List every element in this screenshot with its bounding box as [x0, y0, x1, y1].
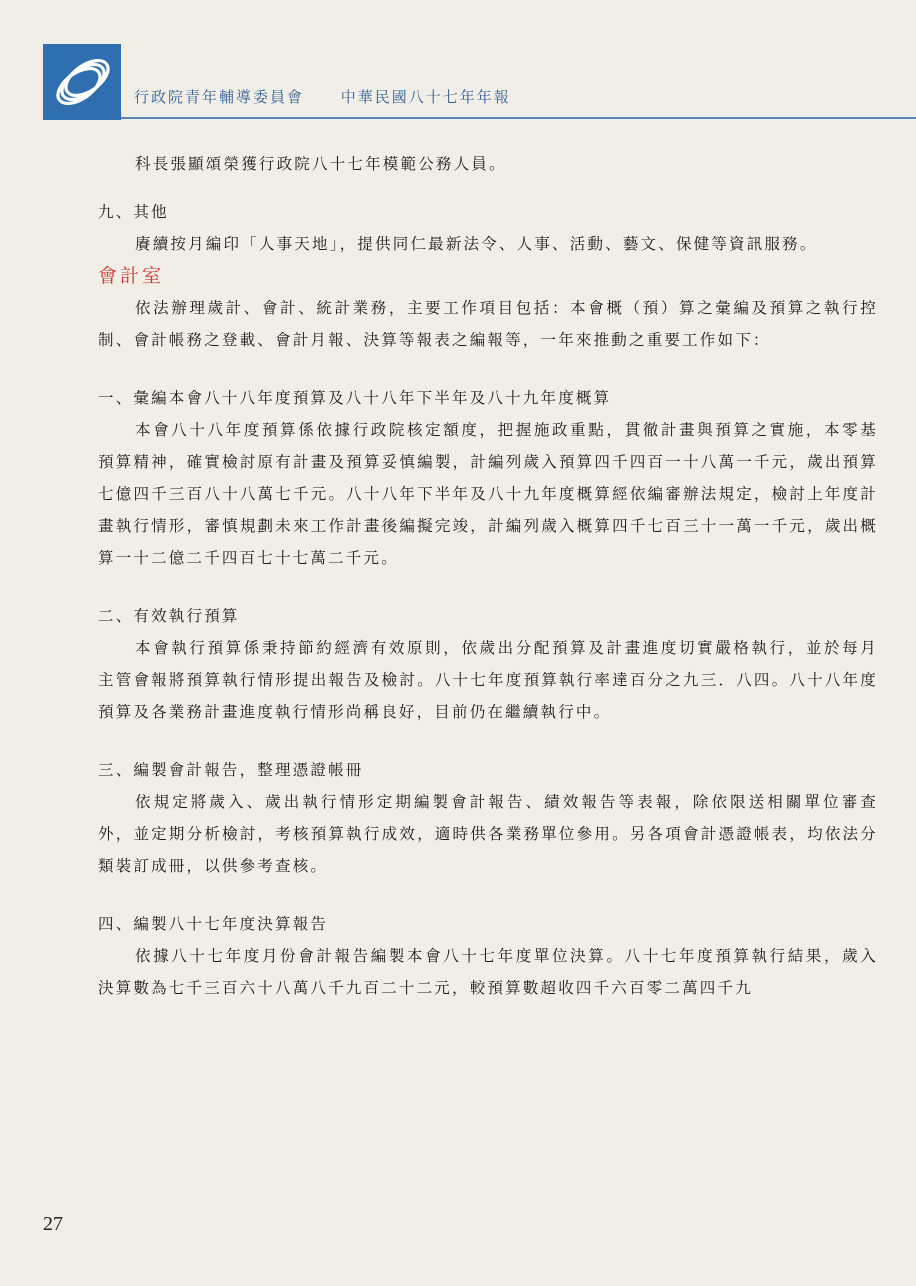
item-text: 本會執行預算係秉持節約經濟有效原則，依歲出分配預算及計畫進度切實嚴格執行，並於每月主管會報將預算執行情形提出報告及檢討。八十七年度預算執行率達百分之九三．八四。八十八年度預算及各業務計畫進度執行情形尚稱良好，目前仍在繼續執行中。 — [98, 639, 878, 721]
logo — [43, 44, 121, 120]
item-heading: 三、編製會計報告，整理憑證帳冊 — [98, 761, 364, 779]
item-text: 依據八十七年度月份會計報告編製本會八十七年度單位決算。八十七年度預算執行結果，歲入決算數為七千三百六十八萬八千九百二十二元，較預算數超收四千六百零二萬四千九 — [98, 947, 878, 997]
header-report: 中華民國八十七年年報 — [340, 88, 511, 106]
rings-logo-icon — [43, 44, 121, 120]
item-text: 本會八十八年度預算係依據行政院核定額度，把握施政重點，貫徹計畫與預算之實施，本零基預算精神，確實檢討原有計畫及預算妥慎編製，計編列歲入預算四千四百一十八萬一千元，歲出預算七億四千三百八十八萬七千元。八十八年下半年及八十九年度概算經依編審辦法規定，檢討上年度計畫執行情形，審慎規劃未來工作計畫後編擬完竣，計編列歲入概算四千七百三十一萬一千元，歲出概算一十二億二千四百七十七萬二千元。 — [98, 421, 878, 567]
running-header — [134, 86, 541, 107]
header-org: 行政院青年輔導委員會 — [134, 88, 305, 106]
section-intro: 依法辦理歲計、會計、統計業務，主要工作項目包括：本會概（預）算之彙編及預算之執行控制、會計帳務之登載、會計月報、決算等報表之編報等，一年來推動之重要工作如下： — [98, 299, 878, 349]
other-heading: 九、其他 — [98, 203, 169, 221]
item-heading: 四、編製八十七年度決算報告 — [98, 915, 329, 933]
header-rule — [121, 117, 916, 119]
item-heading: 二、有效執行預算 — [98, 607, 240, 625]
page-content — [98, 148, 878, 1004]
section-title: 會計室 — [98, 265, 165, 287]
page-number: 27 — [43, 1213, 63, 1235]
intro-line: 科長張顯頌榮獲行政院八十七年模範公務人員。 — [135, 155, 507, 173]
other-text: 賡續按月編印「人事天地」，提供同仁最新法令、人事、活動、藝文、保健等資訊服務。 — [135, 235, 818, 253]
item-heading: 一、彙編本會八十八年度預算及八十八年下半年及八十九年度概算 — [98, 389, 612, 407]
item-text: 依規定將歲入、歲出執行情形定期編製會計報告、績效報告等表報，除依限送相關單位審查外，並定期分析檢討，考核預算執行成效，適時供各業務單位參用。另各項會計憑證帳表，均依法分類裝訂成冊，以供參考查核。 — [98, 793, 878, 875]
